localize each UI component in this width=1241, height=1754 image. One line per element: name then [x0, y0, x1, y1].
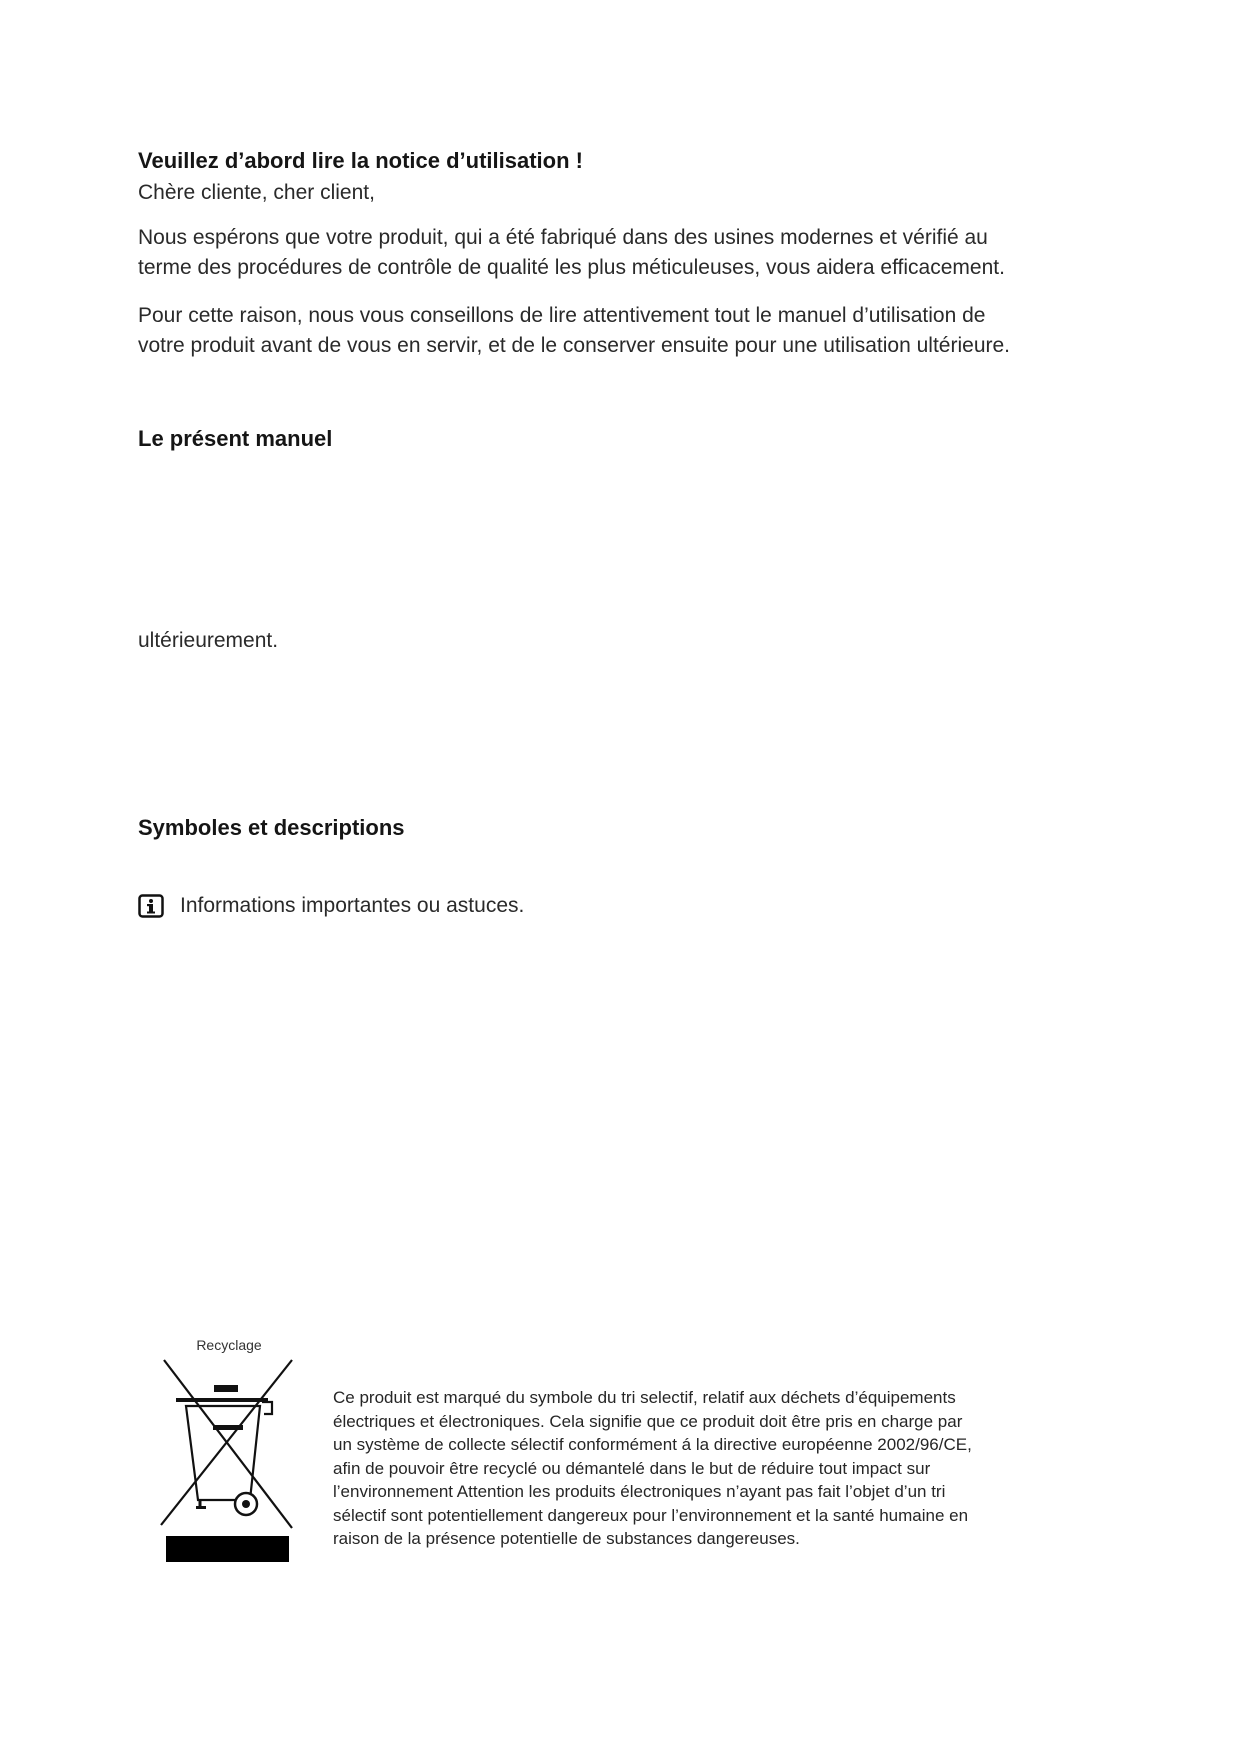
intro-paragraph-1-line: Nous espérons que votre produit, qui a été fabriqué dans des usines modernes et vérifié au: [138, 226, 988, 249]
recycling-text-line: afin de pouvoir être recyclé ou démantelé dans le but de réduire tout impact sur: [333, 1458, 931, 1478]
manual-fragment: ultérieurement.: [138, 629, 279, 652]
intro-paragraph-2-line: Pour cette raison, nous vous conseillons de lire attentivement tout le manuel d’utilisation de: [138, 304, 986, 327]
symbol-item-text: Informations importantes ou astuces.: [180, 894, 525, 917]
info-icon: [138, 894, 164, 918]
recycling-text-line: raison de la présence potentielle de substances dangereuses.: [333, 1529, 800, 1548]
page-title: Veuillez d’abord lire la notice d’utilisation !: [138, 148, 583, 173]
recycling-text-line: électriques et électroniques. Cela signifie que ce produit doit être pris en charge par: [333, 1411, 963, 1431]
recycling-text-line: l’environnement Attention les produits électroniques n’ayant pas fait l’objet d’un tri: [333, 1482, 946, 1501]
manual-heading: Le présent manuel: [138, 426, 333, 451]
recycling-text: [333, 1386, 972, 1551]
intro-paragraph-1-line: terme des procédures de contrôle de qualité les plus méticuleuses, vous aidera efficacement.: [138, 256, 1005, 279]
symbol-item: [138, 891, 524, 921]
intro-paragraph-2-line: votre produit avant de vous en servir, et de le conserver ensuite pour une utilisation ultérieure.: [138, 334, 1011, 357]
recycling-label: Recyclage: [196, 1337, 262, 1353]
symbols-heading: Symboles et descriptions: [138, 815, 405, 840]
recycling-text-line: Ce produit est marqué du symbole du tri selectif, relatif aux déchets d’équipements: [333, 1388, 956, 1407]
intro-paragraph-1: [138, 223, 1005, 283]
bin-underline-bar: [166, 1536, 289, 1562]
intro-paragraph-2: [138, 301, 1010, 361]
crossed-out-wheelie-bin-icon: [158, 1358, 298, 1536]
recycling-text-line: un système de collecte sélectif conformément á la directive européenne 2002/96/CE,: [333, 1435, 972, 1454]
greeting: Chère cliente, cher client,: [138, 181, 375, 204]
recycling-text-line: sélectif sont potentiellement dangereux pour l’environnement et la santé humaine en: [333, 1505, 969, 1525]
